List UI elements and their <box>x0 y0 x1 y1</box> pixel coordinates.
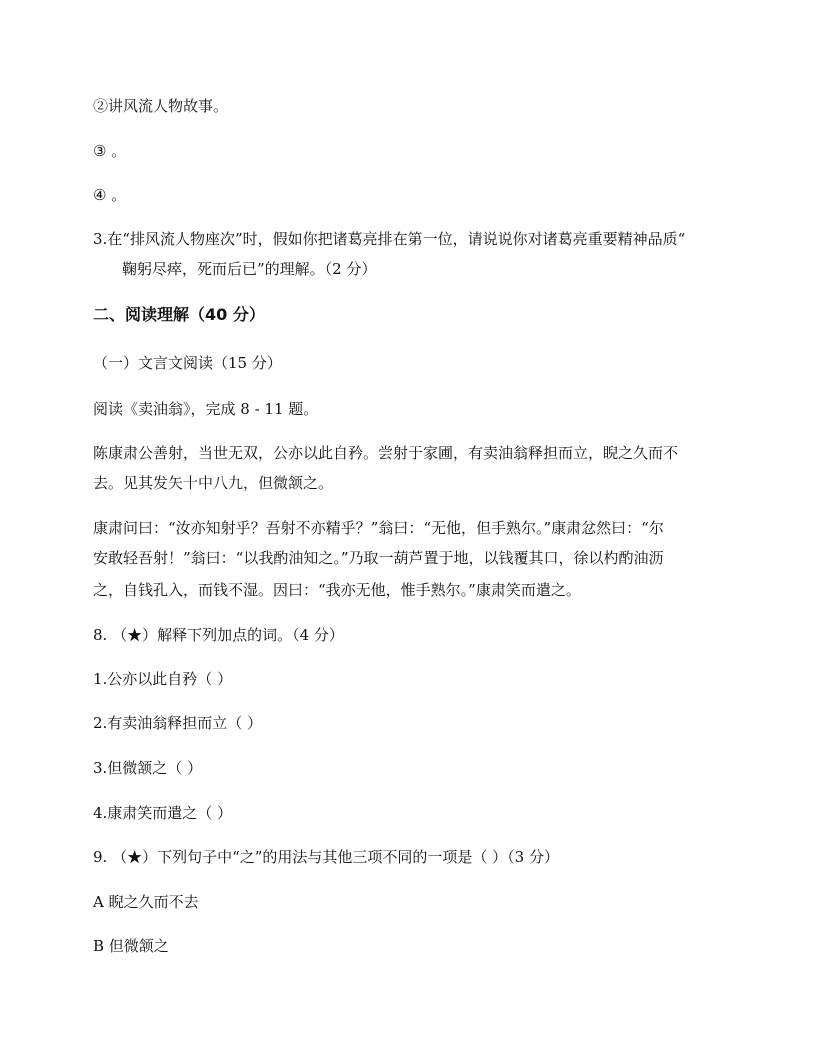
passage-paragraph-2-line-3: 之，自钱孔入，而钱不湿。因曰：“我亦无他，惟手熟尔。”康肃笑而遣之。 <box>93 581 581 599</box>
passage-paragraph-2-line-2: 安敢轻吾射！”翁曰：“以我酌油知之。”乃取一葫芦置于地，以钱覆其口，徐以杓酌油沥 <box>93 549 664 567</box>
question-9-prompt: 9. （★）下列句子中“之”的用法与其他三项不同的一项是（ ）（3 分） <box>93 848 559 866</box>
question-8-item-1: 1.公亦以此自矜（ ） <box>93 670 233 688</box>
passage-paragraph-2-line-1: 康肃问曰：“汝亦知射乎？吾射不亦精乎？”翁曰：“无他，但手熟尔。”康肃忿然曰：“尔 <box>93 519 664 537</box>
question-8-item-2: 2.有卖油翁释担而立（ ） <box>93 714 263 732</box>
passage-paragraph-1-line-2: 去。见其发矢十中八九，但微颔之。 <box>93 474 334 492</box>
question-3-line-1: 3.在“排风流人物座次”时，假如你把诸葛亮排在第一位，请说说你对诸葛亮重要精神品质“ <box>93 230 686 248</box>
answer-item-3: ③ 。 <box>93 142 127 160</box>
question-9-option-b: B 但微颔之 <box>93 937 169 955</box>
question-8-item-3: 3.但微颔之（ ） <box>93 759 203 777</box>
reading-instruction: 阅读《卖油翁》，完成 8 - 11 题。 <box>93 400 319 418</box>
answer-item-4: ④ 。 <box>93 186 127 204</box>
question-8-prompt: 8. （★）解释下列加点的词。（4 分） <box>93 626 344 644</box>
subsection-heading-classical: （一）文言文阅读（15 分） <box>93 354 282 372</box>
passage-paragraph-1-line-1: 陈康肃公善射，当世无双，公亦以此自矜。尝射于家圃，有卖油翁释担而立，睨之久而不 <box>93 444 679 462</box>
question-8-item-4: 4.康肃笑而遣之（ ） <box>93 804 233 822</box>
question-3-line-2: 鞠躬尽瘁，死而后已”的理解。（2 分） <box>122 260 377 278</box>
section-heading-reading: 二、阅读理解（40 分） <box>93 305 265 324</box>
answer-item-2: ②讲风流人物故事。 <box>93 97 229 115</box>
question-9-option-a: A 睨之久而不去 <box>93 893 199 911</box>
